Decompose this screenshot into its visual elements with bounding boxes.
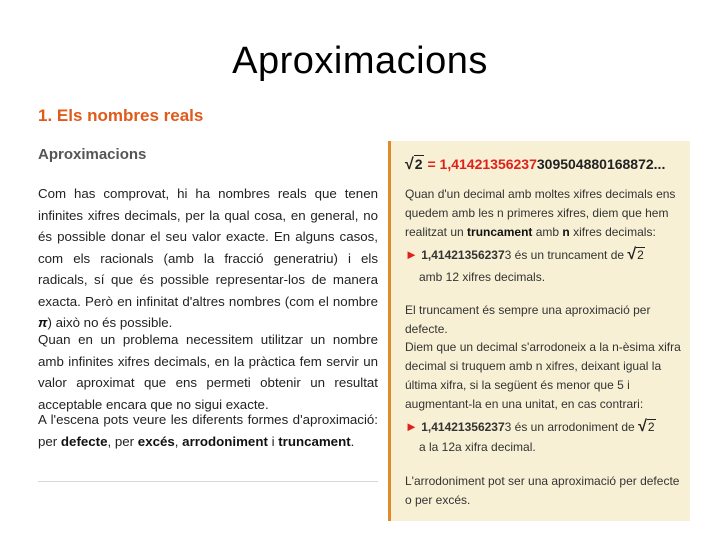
section-heading: 1. Els nombres reals [38,106,204,125]
paragraph-intro-text: Com has comprovat, hi ha nombres reals que tenen infinites xifres decimals, per la qual cosa, en general, no és possible donar el seu valor exacte. En alguns casos, com els racionals (amb la fracció generatriu) i els radicals, sí que és possible representar-los de manera exacta. Però en infinitat d'altres nombres (com el nombre [38,186,378,309]
arrow-right-icon: ► [405,419,418,434]
approximation-panel [388,141,690,521]
text: Quan d'un decimal amb moltes xifres decimals ens quedem amb les n primeres xifres, diem que hem realitzat un [405,187,676,239]
sub-heading: Aproximacions [38,146,147,163]
rounding-example-sub: a la 12a xifra decimal. [419,440,536,454]
rounding-value: 1,41421356237 [421,420,505,434]
paragraph-forms [38,409,378,452]
separator: i [267,433,279,449]
term-exces: excés [137,433,175,449]
radicand: 2 [647,420,655,434]
truncation-example [405,245,685,265]
term-truncament: truncament [467,225,533,239]
sqrt-icon: √ [405,156,414,173]
pi-symbol: π [38,315,48,330]
sqrt2-expansion [405,155,685,174]
term-arrodoniment: arrodoniment [182,433,268,449]
rounding-example [405,417,685,437]
truncation-definition [405,185,685,242]
term-defecte: defecte [60,433,108,449]
text: amb [532,225,563,239]
paragraph-approx: Quan en un problema necessitem utilitzar un nombre amb infinites xifres decimals, en la pràctica fem servir un valor aproximat que ens permeti obtenir un resultat acceptable encara que no sigui exacte. [38,332,378,412]
truncation-example-sub: amb 12 xifres decimals. [419,270,546,284]
rounding-definition: Diem que un decimal s'arrodoneix a la n-èsima xifra decimal si truquem amb n xifres, deixant igual la última xifra, si la següent és menor que 5 i augmentant-la en una unitat, en cas contrari: [405,340,681,411]
rounding-note: L'arrodoniment pot ser una aproximació per defecte o per excés. [405,474,680,507]
term-truncament: truncament [278,433,351,449]
paragraph-intro [38,183,378,334]
radicand: 2 [414,156,423,172]
truncation-note: El truncament és sempre una aproximació per defecte. [405,303,651,336]
equals-sign: = [423,156,440,172]
separator: . [350,433,355,449]
sqrt-icon: √ [627,246,637,263]
rounding-example-text: 3 és un arrodoniment de [504,420,639,434]
separator: , per [107,433,138,449]
sqrt2-value-truncated: 1,41421356237 [439,156,537,172]
paragraph-intro-end: ) això no és possible. [47,315,173,330]
term-n: n [562,225,570,239]
slide-title: Aproximacions [232,40,488,82]
truncation-value: 1,41421356237 [421,248,505,262]
paragraph-forms-text: A l'escena pots veure les diferents formes d'aproximació: per [38,412,378,449]
text: xifres decimals: [569,225,656,239]
radicand: 2 [637,248,644,262]
arrow-right-icon: ► [405,247,418,262]
separator: , [174,433,183,449]
sqrt-icon: √ [638,418,647,435]
truncation-example-text: 3 és un truncament de [504,248,628,262]
divider [38,481,378,482]
sqrt2-value-rest: 309504880168872... [536,156,666,172]
